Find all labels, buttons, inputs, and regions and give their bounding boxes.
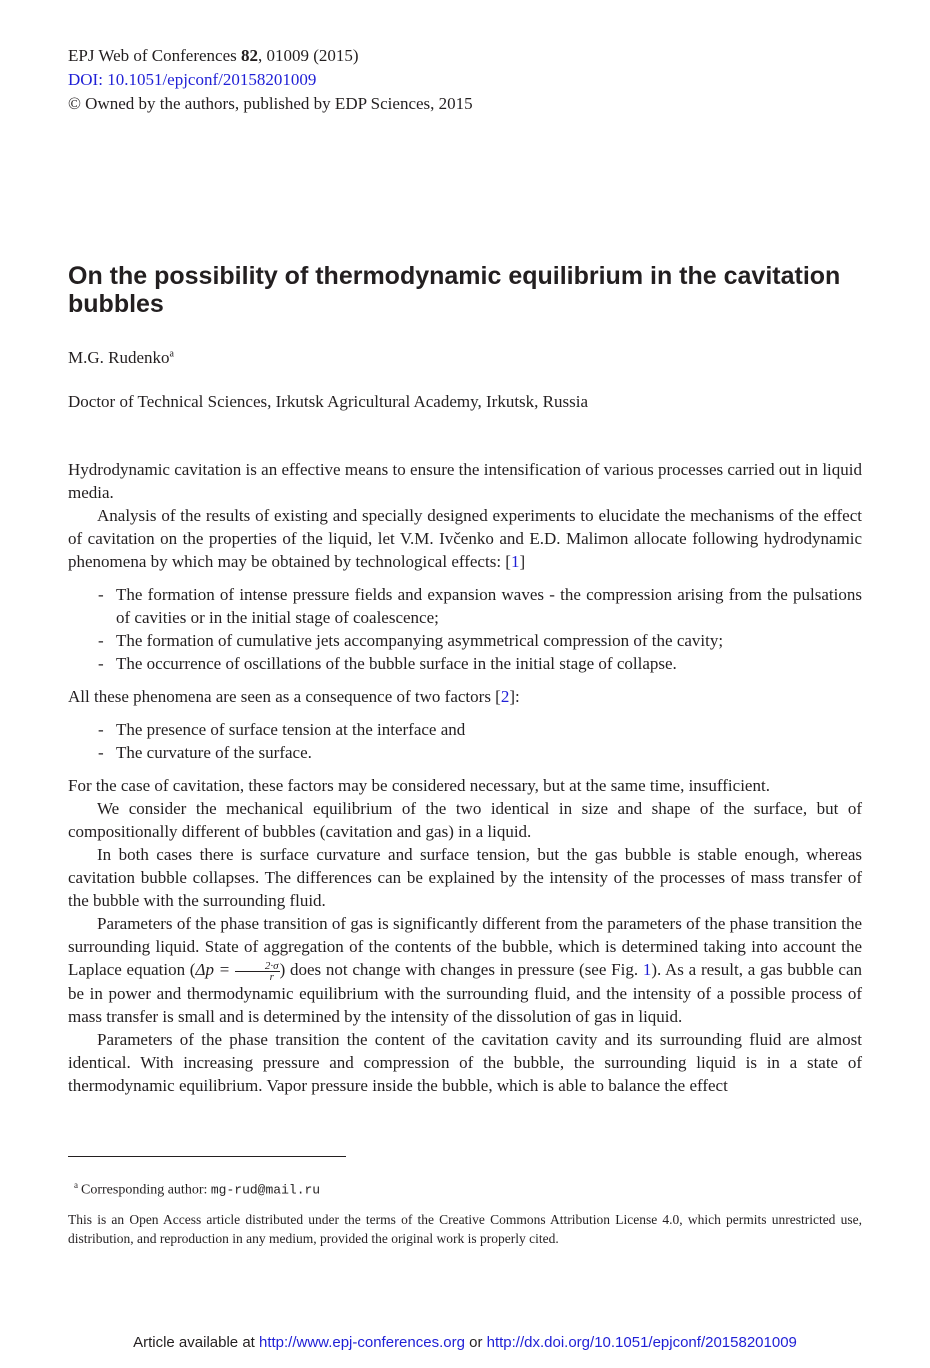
paragraph-1: Hydrodynamic cavitation is an effective means to ensure the intensification of various processes carried out in liquid media. <box>68 460 862 502</box>
paragraph-7-text-c: ). As a result, a gas bubble can be in power and thermodynamic equilibrium with the surrounding fluid, and the intensity of a possible process of mass transfer is small and is determined by the intensity of the dissolution of gas in liquid. <box>68 960 862 1026</box>
availability-or: or <box>464 1334 487 1351</box>
list-item: - The formation of intense pressure fields and expansion waves - the compression arising from the pulsations of cavities or in the initial stage of coalescence; <box>98 585 862 627</box>
copyright-line: © Owned by the authors, published by EDP Sciences, 2015 <box>68 94 473 113</box>
paragraph-7-text-b: ) does not change with changes in pressure (see Fig. <box>279 960 643 979</box>
figure-link-1[interactable]: 1 <box>642 960 652 979</box>
journal-volume: 82 <box>241 46 258 65</box>
list-item: - The formation of cumulative jets accompanying asymmetrical compression of the cavity; <box>98 631 724 650</box>
paragraph-7-text-a: Parameters of the phase transition of gas is significantly different from the parameters of the phase transition the surrounding liquid. State of aggregation of the contents of the bubble, which is determined taking into account the Laplace equation ( <box>68 914 862 979</box>
journal-citation <box>68 44 473 68</box>
list-item-text: The formation of cumulative jets accompanying asymmetrical compression of the cavity; <box>116 631 724 650</box>
author-name: M.G. Rudenko <box>68 348 170 367</box>
article-body <box>68 458 862 1097</box>
corresponding-author-footnote <box>68 1176 320 1200</box>
journal-header <box>68 44 473 116</box>
paragraph-2-end: ] <box>519 552 526 571</box>
footnote-mark: a <box>74 1180 78 1190</box>
laplace-equation-fraction <box>235 961 280 982</box>
footnote-label: Corresponding author: <box>81 1182 211 1198</box>
author-email[interactable]: mg-rud@mail.ru <box>210 1182 321 1198</box>
author-footnote-mark: a <box>169 348 174 360</box>
article-availability <box>0 1334 930 1351</box>
list-item-text: The presence of surface tension at the interface and <box>116 720 466 739</box>
factors-list <box>68 718 862 764</box>
list-item: - The occurrence of oscillations of the bubble surface in the initial stage of collapse. <box>98 654 677 673</box>
epj-conferences-link[interactable]: http://www.epj-conferences.org <box>259 1334 465 1351</box>
list-item: - The presence of surface tension at the interface and <box>98 720 466 739</box>
paragraph-2-text: Analysis of the results of existing and specially designed experiments to elucidate the mechanisms of the effect of cavitation on the properties of the liquid, let V.M. Ivčenko and E.D. Malimon allocate following hydrodynamic phenomena by which may be obtained by technological effects: [ <box>68 506 862 571</box>
reference-link-1[interactable]: 1 <box>510 552 520 571</box>
list-item-text: The occurrence of oscillations of the bubble surface in the initial stage of collapse. <box>116 654 677 673</box>
list-item-text: The formation of intense pressure fields and expansion waves - the compression arising from the pulsations of cavities or in the initial stage of coalescence; <box>116 585 862 627</box>
paragraph-7 <box>68 912 862 1028</box>
paragraph-3-end: ]: <box>509 687 520 706</box>
paragraph-8: Parameters of the phase transition the content of the cavitation cavity and its surrounding fluid are almost identical. With increasing pressure and compression of the bubble, the surrounding liquid is in a state of thermodynamic equilibrium. Vapor pressure inside the bubble, which is able to balance the effect <box>68 1029 862 1095</box>
fraction-denominator: r <box>269 970 274 983</box>
phenomena-list <box>68 583 862 675</box>
journal-issue-year: , 01009 (2015) <box>258 46 359 65</box>
paragraph-5: We consider the mechanical equilibrium of the two identical in size and shape of the surface, but of compositionally different of bubbles (cavitation and gas) in a liquid. <box>68 799 862 841</box>
doi-url-link[interactable]: http://dx.doi.org/10.1051/epjconf/20158201009 <box>486 1334 797 1351</box>
list-item: - The curvature of the surface. <box>98 743 312 762</box>
list-item-text: The curvature of the surface. <box>116 743 312 762</box>
fraction-numerator: 2·σ <box>235 961 280 972</box>
paragraph-3 <box>68 685 862 708</box>
doi-link[interactable]: DOI: 10.1051/epjconf/20158201009 <box>68 70 317 89</box>
paragraph-6: In both cases there is surface curvature and surface tension, but the gas bubble is stable enough, whereas cavitation bubble collapses. The differences can be explained by the intensity of the processes of mass transfer of the bubble with the surrounding fluid. <box>68 845 862 910</box>
laplace-equation-lhs: Δp = <box>195 960 235 979</box>
journal-name: EPJ Web of Conferences <box>68 46 241 65</box>
reference-link-2[interactable]: 2 <box>500 687 510 706</box>
paragraph-4: For the case of cavitation, these factors may be considered necessary, but at the same time, insufficient. <box>68 776 770 795</box>
availability-prefix: Article available at <box>133 1334 259 1351</box>
paper-title: On the possibility of thermodynamic equilibrium in the cavitation bubbles <box>68 262 841 318</box>
footnote-divider <box>68 1156 346 1157</box>
paragraph-2 <box>68 504 862 573</box>
author-line <box>68 348 174 368</box>
license-notice: This is an Open Access article distributed under the terms of the Creative Commons Attribution License 4.0, which permits unrestricted use, distribution, and reproduction in any medium, provided the original work is properly cited. <box>68 1212 862 1246</box>
paragraph-3-text: All these phenomena are seen as a consequence of two factors [ <box>68 687 501 706</box>
author-affiliation: Doctor of Technical Sciences, Irkutsk Agricultural Academy, Irkutsk, Russia <box>68 392 589 411</box>
